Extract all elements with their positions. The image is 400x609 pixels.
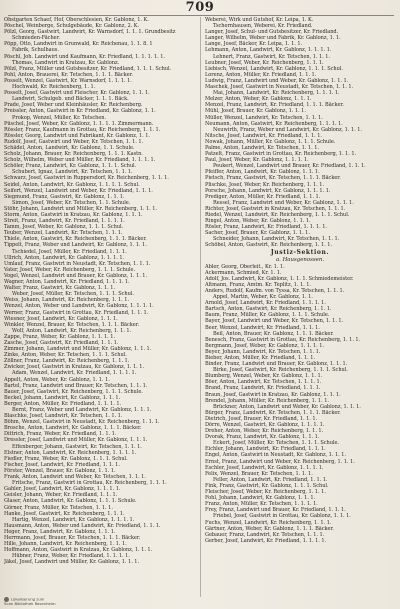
text-line: Böhm, Wenzel, Gastwirt in Neustadt, Kr. Reichenberg, 1. 1. 1. xyxy=(4,419,160,426)
text-line: Zinke, Anton, Weber, Kr. Tetschen, 1. 1. 1. Schul. xyxy=(4,352,127,359)
text-line: Pöschl, Joh. Landwirt und Kaufmann, Kr. Friedland, 1. 1. 1. 1. 1. xyxy=(4,53,165,60)
text-line: Püschel, Josef, Weber, Kr. Gablonz, 1. 1. 1. 1. Zimmermann. xyxy=(4,120,154,127)
text-line: Fritsche, Franz, Gastwirt in Grottau, Kr. Reichenberg, 1. 1. 1. xyxy=(12,480,167,487)
text-line: Effenberger, Johann, Gastwirt, Kr. Tetschen, 1. 1. 1. xyxy=(12,443,142,450)
text-line: Langer, Wilhelm, Weber und Fabrik, Kr. Gablonz, 1. 1. xyxy=(205,35,341,42)
text-line: Zappe, Franz, Weber, Kr. Gablonz, 1. 1. 1. 1. xyxy=(4,333,115,340)
text-line: Brand, Franz, Landwirt, Kr. Friedland, 1. 1. 1. xyxy=(205,385,321,392)
text-line: Wenzel, Anton, Weber und Landwirt, Kr. Gablonz, 1. 1. 1. 1. xyxy=(4,303,154,310)
text-line: Werner, Franz, Gastwirt in Grottau, Kr. Friedland, 1. 1. 1. xyxy=(4,309,149,316)
text-line: Dittrich, Franz, Weber, Kr. Friedland, 1. 1. 1. xyxy=(4,431,117,438)
text-line: Tamm, Josef, Weber, Kr. Gablonz, 1. 1. 1. Schul. xyxy=(4,224,124,231)
text-line: Fohl, Johann, Landwirt, Kr. Gablonz, 1. 1. 1. xyxy=(205,495,316,502)
text-line: Porsche, Johann, Landwirt, Kr. Gablonz, 1. 1. 1. 1. xyxy=(205,187,331,194)
text-line: Beckel, Johann, Landwirt, Kr. Gablonz, 1. 1. 1. xyxy=(4,394,121,401)
page-number: 709 xyxy=(185,0,215,15)
text-line: Schöbel, Anton, Gastwirt, Kr. Reichenberg, 1. 1. 1. xyxy=(205,242,333,249)
text-line: Pölzl, Georg, Gastwirt, Landwirt, Kr. Warnsdorf, 1. 1. 1. Grundbesitz xyxy=(4,29,176,36)
text-line: Posselt, Josef, Gastwirt und Fleischer, Kr. Gablonz, 1. 1. 1. xyxy=(4,90,150,97)
text-line: Riedel, Wenzel, Landwirt, Kr. Reichenberg, 1. 1. 1. Schul. xyxy=(205,212,350,218)
text-line: Zwicker, Josef, Gastwirt in Kratzau, Kr. Gablonz, 1. 1. 1. xyxy=(4,364,144,371)
text-line: Schöler, Franz, Landwirt, Kr. Gablonz, 1. 1. 1. Schul. xyxy=(4,163,137,170)
text-line: Stöhr, Johann, Landwirt und Müller, Kr. Reichenberg, 1. 1. 1. xyxy=(4,205,157,212)
text-line: Frank, Anton, Landwirt und Weber, Kr. Tetschen, 1. 1. 1. xyxy=(4,474,146,481)
text-line: Altmann, Franz, Amtm. Kr. Teplitz, 1. 1. 1. xyxy=(205,281,311,288)
text-line: Teuber, Wenzel, Landwirt, Kr. Tetschen, 1. 1. 1. xyxy=(4,230,123,237)
text-line: Hausmann, Anton, Weber und Landwirt, Kr. Friedland, 1. 1. 1. xyxy=(4,522,161,529)
footer-line-2: Scan Bibliothek Rosenheim xyxy=(4,601,56,607)
text-line: Thiele, Anton, Gastwirt, Kr. Reichenberg, 1. 1. 1. Bäcker. xyxy=(4,236,147,243)
text-line: Hübner, Franz, Weber, Kr. Friedland, 1. 1. 1. 1. xyxy=(12,553,130,560)
right-column-top-entries xyxy=(205,17,395,249)
text-line: Hille, Johann, Landwirt, Kr. Reichenberg, 1. 1. 1. xyxy=(4,541,127,548)
text-line: Liebisch, Wenzel, Landwirt, Kr. Gablonz, 1. 1. 1. Schul. xyxy=(205,65,343,72)
text-line: Baum, Franz, Müller, Kr. Gablonz, 1. 1. 1. Schule. xyxy=(205,312,330,319)
text-line: Ernst, Franz, Landwirt und Weber, Kr. Reichenberg, 1. 1. 1. xyxy=(205,458,355,465)
text-line: Weber, Josef, Müller, Kr. Tetschen, 1. 1. 1. Schul. xyxy=(12,291,134,298)
text-line: Richter, Josef, Gastwirt in Kratzau, Kr. Tetschen, 1. 1. 1. xyxy=(205,205,346,212)
text-line: Prokop, Wenzel, Müller, Kr. Tetschen. xyxy=(12,114,107,121)
text-line: Leubner, Josef, Weber, Kr. Reichenberg, 1. 1. 1. xyxy=(205,59,324,66)
text-line: Bartel, Franz, Landwirt und Brauer, Kr. Tetschen, 1. 1. 1. xyxy=(4,382,148,389)
text-line: Gahler, Josef, Landwirt, Kr. Gablonz, 1. 1. 1. 1. xyxy=(4,486,121,493)
text-line: Beyer, Johann, Landwirt, Kr. Tetschen, 1. 1. 1. xyxy=(205,348,321,355)
text-line: Böer, Anton, Landwirt, Kr. Tetschen, 1. 1. 1. 1. xyxy=(205,379,322,386)
text-line: Vater, Josef, Weber, Kr. Reichenberg, 1. 1. 1. Schule. xyxy=(4,266,136,273)
text-line: Beer, Wenzel, Landwirt, Kr. Friedland, 1. 1. 1. xyxy=(205,324,320,331)
text-line: Bürger, Franz, Landwirt, Kr. Tetschen, 1. 1. 1. Bäcker. xyxy=(205,409,341,416)
text-line: Bartsch, Anton, Gastwirt, Kr. Reichenberg, 1. 1. 1. xyxy=(205,306,332,313)
text-line: Umlauf, Franz, Gastwirt in Neustadt, Kr. Tetschen, 1. 1. 1. xyxy=(4,260,151,267)
text-line: Eschler, Josef, Landwirt, Kr. Gablonz, 1. 1. 1. 1. xyxy=(205,464,324,471)
text-line: Pöpp, Otto, Landwirt in Grunwald, Kr. Reichenau, 1. 1. 8. 1 xyxy=(4,41,153,48)
text-line: Benesch, Franz, Gastwirt in Grottau, Kr. Reichenberg, 1. 1. 1. xyxy=(205,336,361,343)
text-line: Beil, Anton, Brauer, Kr. Gablonz, 1. 1. 1. Bäcker. xyxy=(213,330,334,337)
text-line: Paul, Josef, Weber, Kr. Gablonz, 1. 1. 1. 1. xyxy=(205,157,309,164)
text-line: Lange, Josef, Bäcker, Kr. Leipa, 1. 1. 1. xyxy=(205,41,303,48)
text-line: Bergmann, Josef, Weber, Kr. Gablonz, 1. 1. 1. 1. xyxy=(205,342,324,349)
text-line: Rudolf, Josef, Gastwirt und Weber, Kr. Tetschen, 1. 1. 1. xyxy=(4,138,144,145)
text-line: Gärtner, Anton, Weber, Kr. Gablonz, 1. 1. 1. Bäcker. xyxy=(205,525,334,532)
text-line: Vogel, Wenzel, Landwirt und Brauer, Kr. Gablonz, 1. 1. 1. xyxy=(4,272,148,279)
text-line: Braun, Josef, Gastwirt in Kratzau, Kr. Gablonz, 1. 1. 1. xyxy=(205,391,341,398)
left-column xyxy=(4,17,194,597)
text-line: Elstner, Anton, Landwirt, Kr. Reichenberg, 1. 1. 1. 1. xyxy=(4,449,137,456)
text-line: Rössler, Georg, Landwirt und Fabrikant, Kr. Gablonz, 1. 1. xyxy=(4,132,150,139)
text-line: Schwarz, Josef, Gastwirt in Ruppersdorf, Kr. Reichenberg, 1. 1. 1. xyxy=(4,175,169,182)
text-line: Pohl, Anton, Brauerei, Kr. Tetschen, 1. 1. 1. Bäcker. xyxy=(4,71,133,78)
text-line: Fleischer, Josef, Weber, Kr. Reichenberg, 1. 1. 1. xyxy=(205,489,326,496)
text-line: Abler, Georg, Oberleit., Kr. 1. 1. xyxy=(205,263,285,270)
text-line: Anders, Rudolf, Kaufm. von Tyssa, Kr. Tetschen, 1. 1. 1. xyxy=(205,287,345,294)
text-line: Ringel, Anton, Weber, Kr. Gablonz, 1. 1. 1. xyxy=(205,218,311,225)
text-line: Sacher, Josef, Brauer, Kr. Gablonz, 1. 1. 1. xyxy=(205,230,310,237)
text-line: Adolf, Jos. Landwirt, Kr. Gablonz, 1. 1. 1. Schmiedemeister. xyxy=(205,275,354,282)
text-line: Melzer, Anton, Weber, Kr. Gablonz, 1. 1. 1. xyxy=(205,96,312,103)
text-line: Dörre, Wenzel, Gastwirt, Kr. Gablonz, 1. 1. 1. 1. xyxy=(205,422,325,428)
text-line: Hanke, Josef, Gastwirt, Kr. Reichenberg, 1. 1. 1. xyxy=(4,510,125,517)
text-line: Seidel, Anton, Landwirt, Kr. Gablonz, 1. 1. 1. 1. Schul. xyxy=(4,181,140,188)
text-line: Streit, Franz, Landwirt, Kr. Friedland, 1. 1. 1. 1. xyxy=(4,218,125,225)
text-line: Berger, Anton, Müller, Kr. Friedland, 1. 1. 1. 1. xyxy=(4,400,122,407)
text-line: Nowak, Johann, Müller, Kr. Gablonz, 1. 1. 1. Schule. xyxy=(205,138,336,145)
text-line: Blumberg, Wenzel, Weber, Kr. Gablonz, 1. 1. 1. xyxy=(205,373,323,380)
text-line: Dvorak, Franz, Landwirt, Kr. Gablonz, 1. 1. 1. xyxy=(205,434,320,441)
text-line: Dietrich, Josef, Brauer, Kr. Friedland, 1. 1. 1. xyxy=(205,415,318,422)
text-line: Rössler, Franz, Kaufmann in Grottau, Kr. Reichenberg, 1. 1. 1. xyxy=(4,126,161,133)
text-line: Scholz, Johann, Brauer, Kr. Reichenberg, 1. 1. 1. Kastn. xyxy=(4,151,143,158)
text-line: Palme, Anton, Landwirt, Kr. Tetschen, 1. 1. 1. xyxy=(205,144,319,151)
text-line: Bieber, Anton, Müller, Kr. Friedland, 1. 1. 1. xyxy=(205,354,315,361)
text-line: Hartig, Wenzel, Landwirt, Kr. Gablonz, 1. 1. 1. 1. xyxy=(12,516,135,523)
text-line: Görner, Franz, Müller, Kr. Tetschen, 1. 1. 1. xyxy=(4,504,113,511)
text-line: Plischke, Josef, Weber, Kr. Reichenberg, 1. 1. 1. xyxy=(205,181,324,188)
text-line: Hoffmann, Anton, Gastwirt in Kratzau, Kr. Gablonz, 1. 1. 1. xyxy=(4,547,153,554)
text-line: Mai, Johann, Landwirt, Kr. Reichenberg, 1. 1. 1. 1. xyxy=(213,90,340,97)
text-line: Patzelt, Franz, Gastwirt in Grottau, Kr. Reichenberg, 1. 1. 1. xyxy=(205,151,357,158)
text-line: Bayer, Josef, Landwirt und Weber, Kr. Tetschen, 1. 1. 1. xyxy=(205,318,344,325)
text-line: Pöschel, Weinberge, Schulgebäude, Kr. Gablonz, 2. K. xyxy=(4,23,139,30)
text-line: Siegmund, Franz, Gastwirt, Kr. Gablonz, 1. 1. 1. xyxy=(4,193,125,200)
text-line: Storm, Anton, Gastwirt in Kratzau, Kr. Gablonz, 1. 1. 1. xyxy=(4,212,143,218)
text-line: Scholz, Wilhelm, Weber und Müller, Kr. Friedland, 1. 1. 1. 1. xyxy=(4,157,156,164)
text-line: Müller, Wenzel, Landwirt, Kr. Tetschen, 1. 1. 1. xyxy=(205,114,323,121)
text-line: Neumann, Anton, Gastwirt, Kr. Reichenberg, 1. 1. 1. 1. xyxy=(205,120,343,127)
text-line: Posselt, Wenzel, Gastwirt, Kr. Warnsdorf, 1. 1. 1. 1. xyxy=(4,77,132,84)
text-line: Birke, Josef, Gastwirt, Kr. Reichenberg, 1. 1. 1. Schul. xyxy=(213,367,348,374)
text-line: Zöllner, Franz, Landwirt, Kr. Reichenberg, 1. 1. 1. xyxy=(4,358,130,365)
text-line: Hochwald, Kr. Reichenberg, 1. 1. xyxy=(12,84,96,91)
text-line: Wagner, Anton, Landwirt, Kr. Friedland, 1. 1. 1. 1. xyxy=(4,279,130,286)
text-line: Pölzl, Franz, Müller und Gutsbesitzer, Kr. Friedland, 1. 1. 1. Schul. xyxy=(4,65,172,72)
header-rule xyxy=(8,15,394,16)
text-line: Simon, Josef, Weber, Kr. Tetschen, 1. 1. Schule. xyxy=(12,199,131,206)
text-line: Eckert, Josef, Müller, Kr. Tetschen, 1. 1. 1. Schule. xyxy=(213,440,339,447)
text-line: Arnold, Josef, Landwirt, Kr. Friedland, 1. 1. 1. 1. xyxy=(205,300,326,307)
right-column-bottom-entries xyxy=(205,264,395,544)
text-line: Maschek, Josef, Gastwirt in Neustadt, Kr. Tetschen, 1. 1. 1. xyxy=(205,84,354,91)
text-line: Fiedler, Franz, Weber, Kr. Gablonz, 1. 1. 1. Schul. xyxy=(4,455,128,462)
text-line: Mühl, Josef, Brauer, Kr. Gablonz, 1. 1. 1. xyxy=(205,108,306,115)
text-line: Lehnert, Franz, Gastwirt, Kr. Tetschen, 1. 1. 1. xyxy=(213,53,330,60)
text-line: Pfeiffer, Anton, Landwirt, Kr. Gablonz, 1. 1. 1. xyxy=(205,169,320,176)
text-line: Fabrik, Schulhaus. xyxy=(12,47,59,54)
text-line: Prade, Josef, Weber und Kleinhäusler, Kr. Reichenberg. xyxy=(4,102,143,109)
text-line: Geisler, Johann, Weber, Kr. Friedland, 1. 1. 1. xyxy=(4,492,118,499)
text-line: Heger, Franz, Landwirt, Kr. Gablonz, 1. 1. 1. xyxy=(4,528,116,535)
column-divider xyxy=(200,17,201,597)
footer-line-1: Lokaliserung zum xyxy=(11,596,45,602)
text-line: Schubert, Ignaz, Landwirt, Kr. Tetschen, 1. 1. 1. xyxy=(12,169,133,176)
text-line: Fuchs, Wenzel, Landwirt, Kr. Reichenberg, 1. 1. 1. xyxy=(205,519,332,526)
text-line: Obstgarten Schaef, Hof, Oberschlesien, Kr. Gablonz, 1. K. xyxy=(4,17,149,23)
text-line: Bernt, Franz, Weber und Landwirt, Kr. Gablonz, 1. 1. 1. xyxy=(12,407,152,413)
text-line: Schmieden-Fächer. xyxy=(12,35,60,42)
text-line: Lehmann, Anton, Landwirt, Kr. Gablonz, 1. 1. 1. 1. xyxy=(205,47,332,54)
text-line: Peukert, Wenzel, Landwirt und Brauer, Kr. Friedland, 1. 1. 1. xyxy=(213,163,366,170)
text-line: Nitsche, Josef, Landwirt, Kr. Friedland, 1. 1. 1. xyxy=(205,132,322,139)
text-line: Tippelt, Franz, Weber und Landwirt, Kr. Gablonz, 1. 1. 1. xyxy=(4,242,147,249)
text-line: Schädel, Anton, Landwirt, Kr. Gablonz, 1. 1. Schule. xyxy=(4,144,135,151)
text-line: Winkler, Wenzel, Brauer, Kr. Tetschen, 1. 1. 1. Bäcker. xyxy=(4,321,140,328)
text-line: Friebel, Josef, Gastwirt in Grottau, Kr. Gablonz, 1. 1. 1. xyxy=(213,513,351,520)
text-line: Brosche, Anton, Landwirt, Kr. Gablonz, 1. 1. 1. Bäcker. xyxy=(4,425,142,432)
text-line: Wiesner, Josef, Landwirt, Kr. Gablonz, 1. 1. 1. xyxy=(4,315,118,322)
text-line: Landwirt, Schulgeb. und Bäcker, 1. 1. 1. Bäck. xyxy=(12,96,129,103)
text-line: Dreher, Anton, Weber, Kr. Reichenberg, 1. 1. 1. xyxy=(205,428,324,435)
text-line: Rösler, Franz, Landwirt, Kr. Friedland, 1. 1. 1. 1. xyxy=(205,224,327,231)
text-line: Appelt, Anton, Weber, Kr. Gablonz, 1. 1. 1. xyxy=(4,376,110,383)
text-line: Felix, Wenzel, Brauer, Kr. Tetschen, 1. 1. 1. xyxy=(205,470,313,477)
text-line: Neuwirth, Franz, Weber und Landwirt, Kr. Gablonz, 1. 1. 1. xyxy=(213,126,362,133)
text-line: Schneider, Johann, Landwirt, Kr. Tetschen, 1. 1. 1. xyxy=(213,236,340,243)
text-line: Dressler, Josef, Landwirt und Müller, Kr. Gablonz, 1. 1. 1. xyxy=(4,437,148,444)
text-line: Weiss, Johann, Landwirt, Kr. Reichenberg, 1. 1. 1. xyxy=(4,297,129,304)
text-line: Engel, Anton, Gastwirt in Neustadt, Kr. Gablonz, 1. 1. 1. xyxy=(205,452,346,459)
text-line: Fischer, Josef, Landwirt, Kr. Friedland, 1. 1. 1. xyxy=(4,461,120,468)
text-line: Tschernhausen, Weberei, Kr. Friedland. xyxy=(213,23,313,30)
text-line: Gebauer, Franz, Landwirt, Kr. Tetschen, 1. 1. 1. xyxy=(205,531,325,538)
text-line: Thomas, Landwirt in Kratzau, Kr. Gablonz. xyxy=(12,59,120,66)
right-column xyxy=(205,17,395,597)
text-line: Jäkel, Josef, Landwirt und Müller, Kr. Gablonz, 1. 1. 1. xyxy=(4,559,140,566)
text-line: Pietsch, Franz, Gastwirt, Kr. Tetschen, 1. 1. 1. Bäcker. xyxy=(205,175,341,182)
text-line: Walter, Franz, Gastwirt, Kr. Gablonz, 1. 1. 1. xyxy=(4,285,115,292)
text-line: Ullrich, Anton, Landwirt, Kr. Gablonz, 1. 1. 1. 1. xyxy=(4,254,125,261)
text-line: Brendel, Johann, Müller, Kr. Reichenberg, 1. 1. 1. xyxy=(205,397,329,404)
text-line: Appel, Martin, Weber, Kr. Gablonz, 1. 1. xyxy=(213,294,313,301)
text-line: Bauer, Josef, Gastwirt, Kr. Reichenberg, 1. 1. 1. Schule. xyxy=(4,388,143,395)
text-line: Menzel, Franz, Landwirt, Kr. Friedland, 1. 1. 1. Bäcker. xyxy=(205,102,344,109)
text-line: Franz, Anton, Müller, Kr. Tetschen, 1. 1. 1. 1. xyxy=(205,501,318,508)
text-line: Herrmann, Josef, Brauer, Kr. Tetschen, 1. 1. 1. Bäcker. xyxy=(4,534,141,541)
text-line: Feller, Anton, Landwirt, Kr. Friedland, 1. 1. 1. xyxy=(213,476,328,483)
text-line: Seifert, Wenzel, Landwirt und Weber, Kr. Friedland, 1. 1. 1. xyxy=(4,187,153,194)
text-line: Eichler, Johann, Landwirt, Kr. Friedland, 1. 1. 1. xyxy=(205,446,326,453)
scan-footer xyxy=(4,597,124,607)
section-heading: Justiz-Sektion. xyxy=(270,248,330,256)
text-line: Fink, Franz, Gastwirt, Kr. Gablonz, 1. 1. 1. Schul. xyxy=(205,482,329,489)
text-line: Tschiedel, Josef, Müller, Kr. Friedland, 1. 1. 1. xyxy=(12,248,127,255)
text-line: Ressel, Franz, Landwirt und Weber, Kr. Gablonz, 1. 1. 1. xyxy=(213,199,354,206)
section-subheading: a. Hausgenossen. xyxy=(275,256,325,263)
text-line: Förster, Wenzel, Brauer, Kr. Gablonz, 1. 1. 1. xyxy=(4,467,116,474)
text-line: Frey, Franz, Landwirt und Brauer, Kr. Friedland, 1. 1. 1. xyxy=(205,507,346,514)
text-line: Prediger, Anton, Müller, Kr. Friedland, 1. 1. 1. xyxy=(205,193,321,200)
text-line: Weberei, Wirk und Gutshof, Kr. Leipa, 1. K. xyxy=(205,17,314,23)
text-line: Gerber, Josef, Landwirt, Kr. Friedland, 1. 1. 1. 1. xyxy=(205,537,327,544)
text-line: Preissler, Anton, Gastwirt in Kr. Friedland, Kr. Gablonz, 1. 1. xyxy=(4,108,156,115)
text-line: Blaschke, Josef, Landwirt, Kr. Tetschen, 1. 1. 1. xyxy=(4,413,123,420)
text-line: Brückner, Anton, Landwirt und Weber, Kr. Gablonz, 1. 1. 1. xyxy=(213,403,361,410)
text-line: Binder, Franz, Landwirt und Brauer, Kr. Gablonz, 1. 1. 1. xyxy=(205,361,348,368)
text-line: Adam, Wenzel, Landwirt, Kr. Friedland, 1. 1. 1. 1. xyxy=(12,370,137,377)
text-line: Wolf, Anton, Landwirt, Kr. Reichenberg, 1. 1. 1. xyxy=(12,327,132,334)
text-line: Lorenz, Anton, Müller, Kr. Friedland, 1. 1. 1. xyxy=(205,71,317,78)
text-line: Zimmer, Johann, Landwirt und Müller, Kr. Gablonz, 1. 1. 1. xyxy=(4,346,152,353)
text-line: Ludwig, Franz, Landwirt und Weber, Kr. Gablonz, 1. 1. 1. xyxy=(205,77,349,84)
text-line: Zasche, Josef, Gastwirt, Kr. Friedland, 1. 1. 1. xyxy=(4,339,119,346)
text-line: Langer, Josef, Schul- und Gutsbesitzer, Kr. Friedland. xyxy=(205,29,339,36)
text-line: Ackermann, Schmied, Kr. 1. 1. xyxy=(205,269,282,276)
text-line: Glaser, Anton, Landwirt, Kr. Gablonz, 1. 1. 1. Schule. xyxy=(4,498,137,505)
